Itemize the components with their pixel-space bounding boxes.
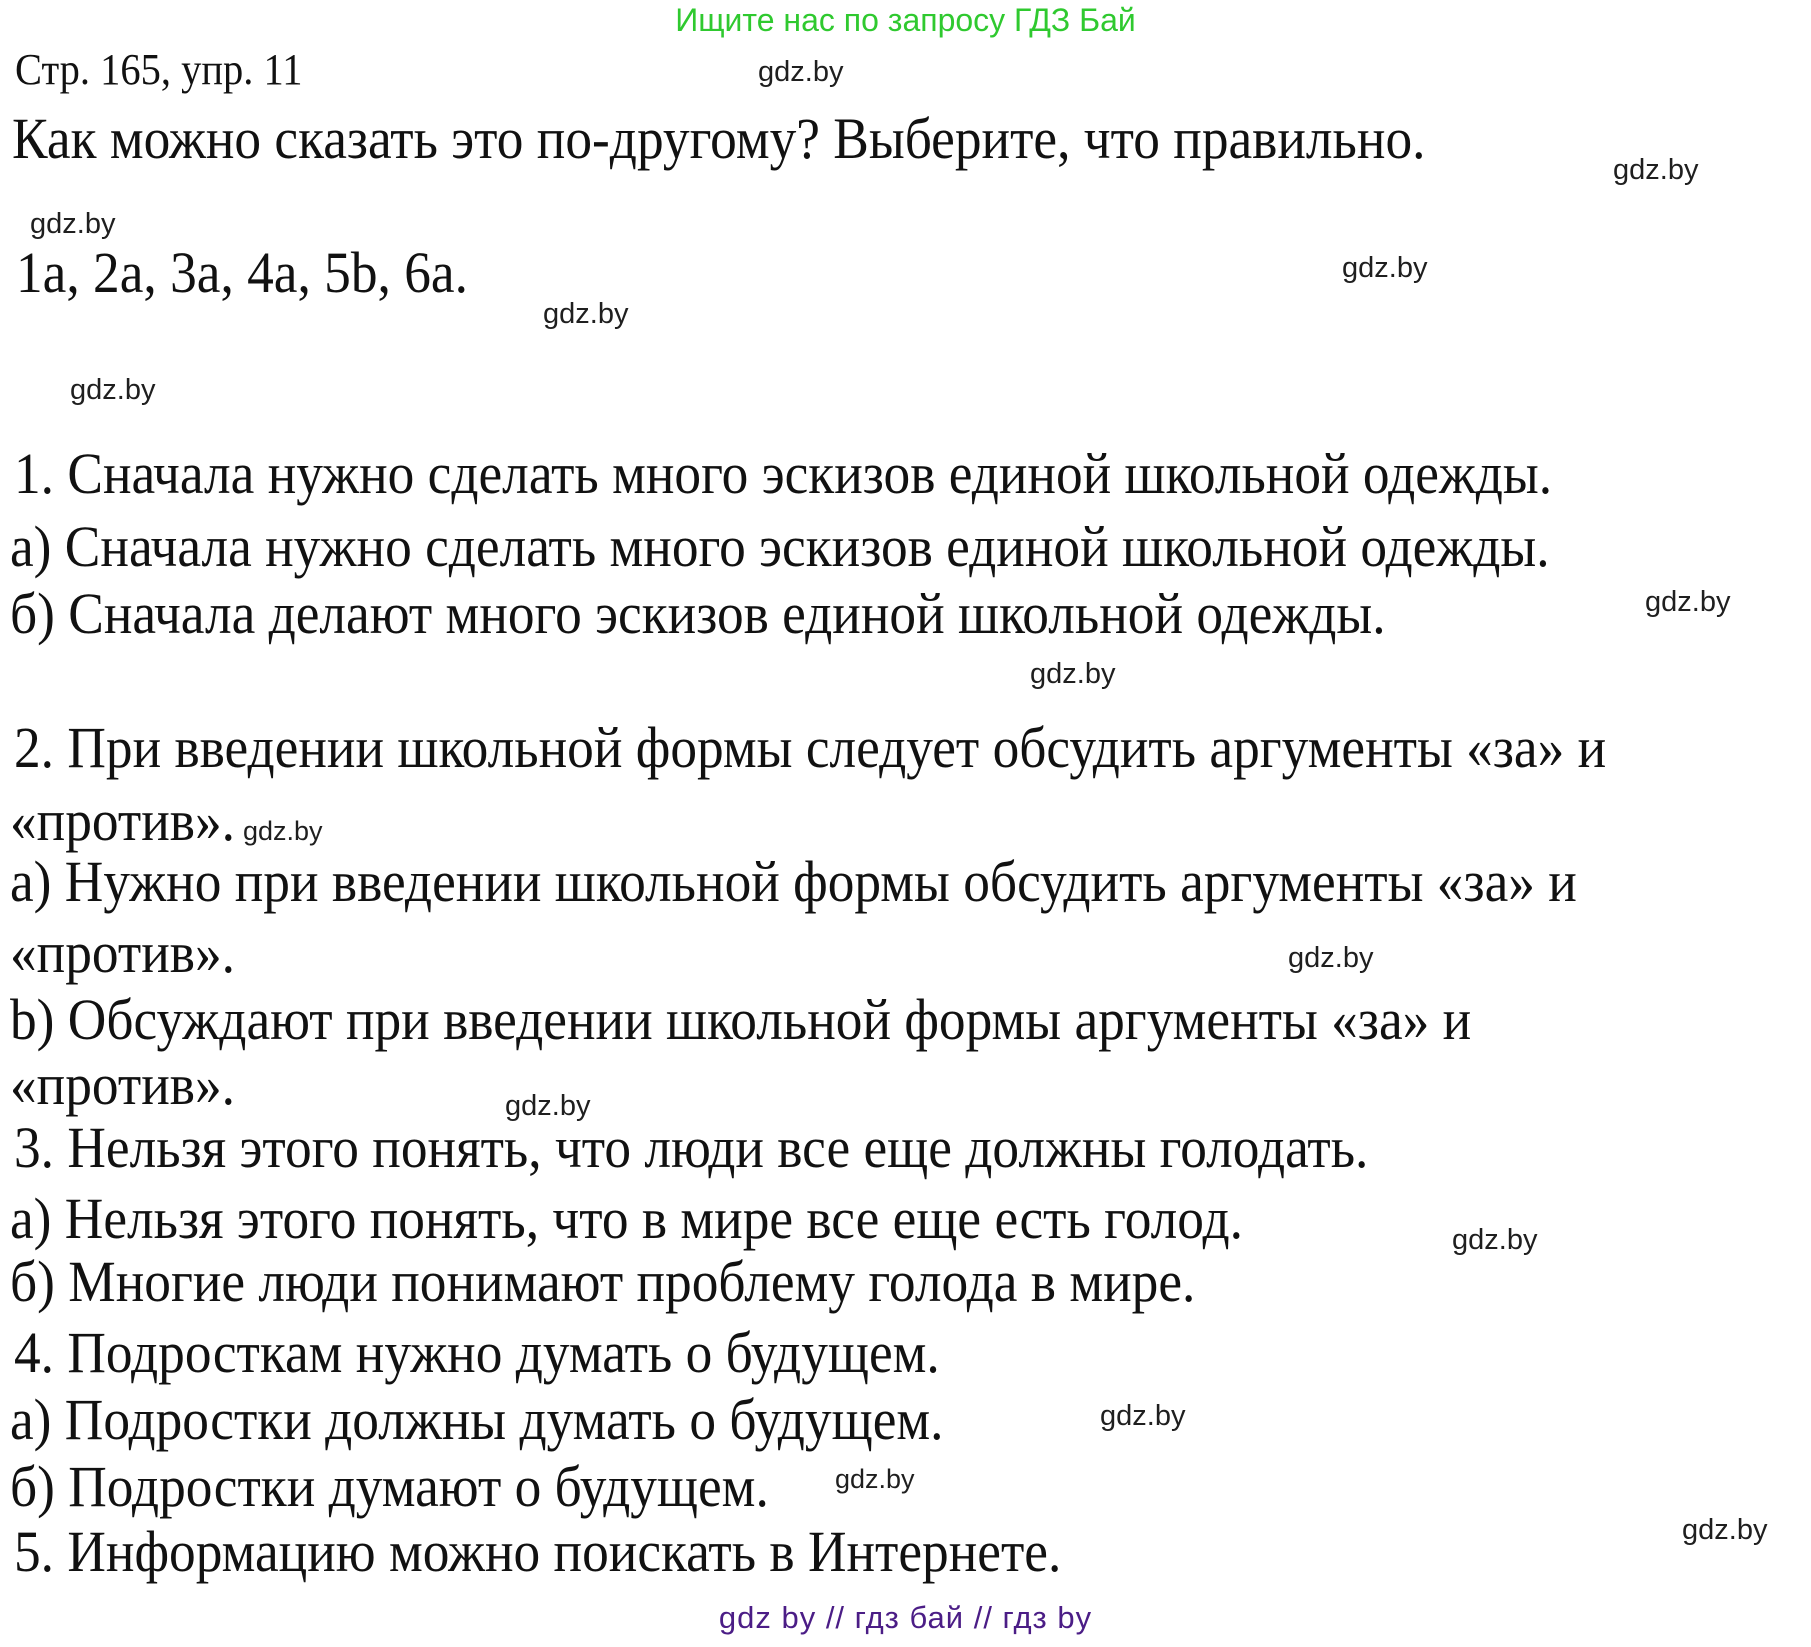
sentence-2: 2. При введении школьной формы следует обсудить аргументы «за» и [14,715,1607,780]
sentence-3: 3. Нельзя этого понять, что люди все еще должны голодать. [14,1115,1369,1180]
option-2a: а) Нужно при введении школьной формы обсудить аргументы «за» и [10,849,1577,914]
option-2b: b) Обсуждают при введении школьной формы аргументы «за» и [10,987,1472,1052]
gdz-watermark: gdz.by [758,56,844,88]
sentence-4: 4. Подросткам нужно думать о будущем. [14,1320,940,1385]
gdz-watermark: gdz.by [835,1464,915,1494]
option-2b-cont: «против». [10,1052,235,1117]
sentence-2-cont: «против». [10,788,235,853]
footer-links: gdz by // гдз бай // гдз by [718,1600,1093,1635]
gdz-watermark: gdz.by [1288,942,1374,974]
option-4b: б) Подростки думают о будущем. [10,1454,769,1519]
task-instruction: Как можно сказать это по-другому? Выберите, что правильно. [12,106,1426,171]
option-3a: а) Нельзя этого понять, что в мире все еще есть голод. [10,1186,1243,1251]
option-3b: б) Многие люди понимают проблему голода в мире. [10,1249,1196,1314]
gdz-watermark: gdz.by [543,298,629,330]
sentence-5: 5. Информацию можно поискать в Интернете. [14,1519,1062,1584]
gdz-watermark: gdz.by [30,208,116,240]
gdz-watermark: gdz.by [1100,1400,1186,1432]
page-ref: Стр. 165, упр. 11 [15,45,303,94]
gdz-watermark: gdz.by [1342,252,1428,284]
sentence-1: 1. Сначала нужно сделать много эскизов единой школьной одежды. [14,441,1553,506]
gdz-watermark: gdz.by [1682,1514,1768,1546]
gdz-watermark: gdz.by [1452,1224,1538,1256]
option-1b: б) Сначала делают много эскизов единой школьной одежды. [10,581,1386,646]
gdz-watermark: gdz.by [1645,586,1731,618]
gdz-watermark: gdz.by [1613,154,1699,186]
gdz-watermark: gdz.by [505,1090,591,1122]
option-1a: а) Сначала нужно сделать много эскизов единой школьной одежды. [10,514,1550,579]
option-4a: а) Подростки должны думать о будущем. [10,1387,944,1452]
gdz-watermark: gdz.by [243,816,323,846]
option-2a-cont: «против». [10,920,235,985]
promo-header: Ищите нас по запросу ГДЗ Бай [675,2,1136,38]
gdz-watermark: gdz.by [70,374,156,406]
gdz-watermark: gdz.by [1030,658,1116,690]
answer-key: 1a, 2a, 3a, 4a, 5b, 6a. [16,240,468,305]
